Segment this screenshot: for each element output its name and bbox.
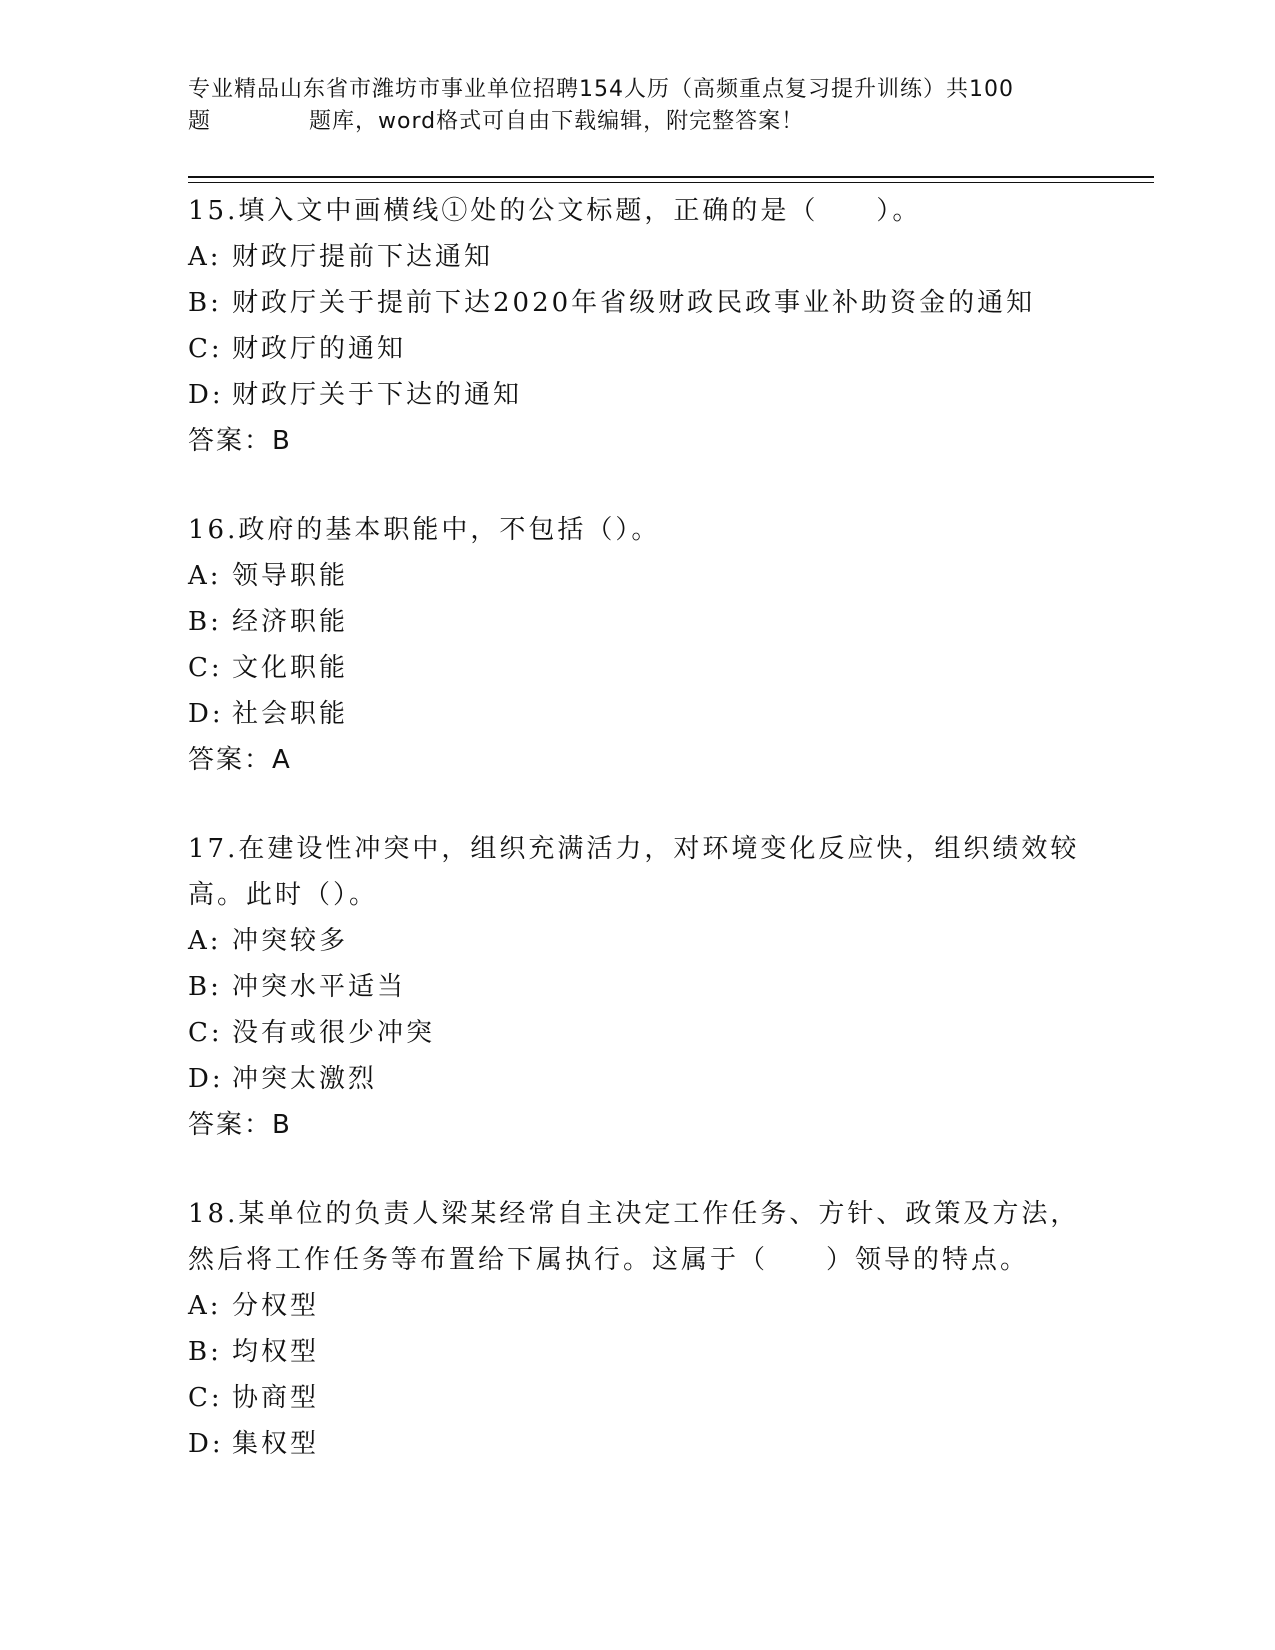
question-stem: 16.政府的基本职能中，不包括（）。 xyxy=(188,515,661,545)
question-stem: 15.填入文中画横线①处的公文标题，正确的是（ ）。 xyxy=(188,196,922,226)
question-list xyxy=(188,188,1088,1510)
option-b: B: 经济职能 xyxy=(188,607,349,637)
question-item xyxy=(188,1191,1088,1467)
option-b: B: 冲突水平适当 xyxy=(188,972,407,1002)
option-c: C: 协商型 xyxy=(188,1383,320,1413)
question-stem-continued: 然后将工作任务等布置给下属执行。这属于（ ）领导的特点。 xyxy=(188,1245,1030,1275)
question-item xyxy=(188,507,1088,783)
option-d: D: 集权型 xyxy=(188,1429,320,1459)
answer-line: 答案：A xyxy=(188,745,292,775)
option-b: B: 财政厅关于提前下达2020年省级财政民政事业补助资金的通知 xyxy=(188,288,1036,318)
question-stem: 17.在建设性冲突中，组织充满活力，对环境变化反应快，组织绩效较 xyxy=(188,834,1080,864)
option-a: A: 分权型 xyxy=(188,1291,320,1321)
header-divider-thick xyxy=(188,176,1154,178)
question-stem: 18.某单位的负责人梁某经常自主决定工作任务、方针、政策及方法， xyxy=(188,1199,1080,1229)
answer-line: 答案：B xyxy=(188,1110,292,1140)
answer-line: 答案：B xyxy=(188,426,292,456)
question-stem-continued: 高。此时（）。 xyxy=(188,880,379,910)
header-title-line2-right: 题库，word格式可自由下载编辑，附完整答案！ xyxy=(309,109,805,134)
option-c: C: 没有或很少冲突 xyxy=(188,1018,436,1048)
option-d: D: 社会职能 xyxy=(188,699,349,729)
header-title-line2 xyxy=(188,106,1088,138)
document-header xyxy=(188,74,1088,138)
header-divider-thin xyxy=(188,182,1154,183)
question-item xyxy=(188,826,1088,1148)
option-a: A: 领导职能 xyxy=(188,561,349,591)
question-item xyxy=(188,188,1088,464)
header-title-line2-left: 题 xyxy=(188,109,212,134)
option-b: B: 均权型 xyxy=(188,1337,320,1367)
option-d: D: 财政厅关于下达的通知 xyxy=(188,380,523,410)
option-d: D: 冲突太激烈 xyxy=(188,1064,378,1094)
option-a: A: 财政厅提前下达通知 xyxy=(188,242,494,272)
option-c: C: 文化职能 xyxy=(188,653,349,683)
header-title-line1: 专业精品山东省市潍坊市事业单位招聘154人历（高频重点复习提升训练）共100 xyxy=(188,77,1014,102)
option-c: C: 财政厅的通知 xyxy=(188,334,407,364)
option-a: A: 冲突较多 xyxy=(188,926,349,956)
